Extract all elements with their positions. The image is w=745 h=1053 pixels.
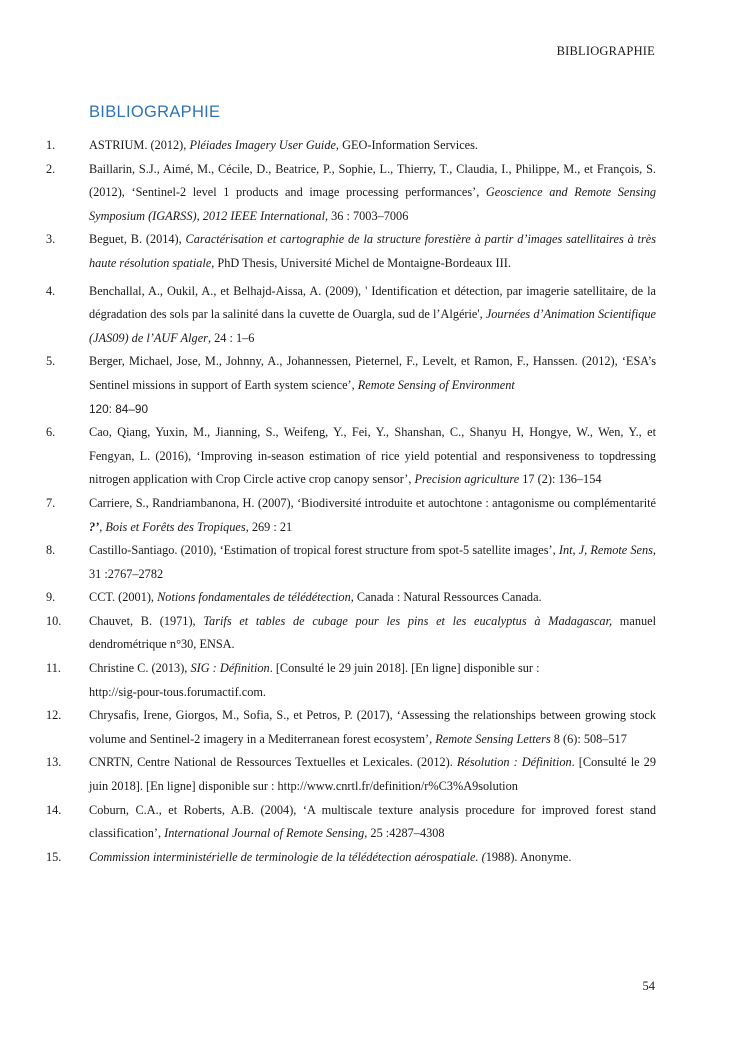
reference-item: 5. Berger, Michael, Jose, M., Johnny, A., Johannessen, Pieternel, F., Levelt, et Ramon, F., Hanssen. (2012), ‘ESA’s Sentinel missions in support of Earth system science’, Remote Sensing of Environment 120: 84–90: [0, 350, 745, 421]
reference-item: 9. CCT. (2001), Notions fondamentales de télédétection, Canada : Natural Ressources Canada.: [0, 586, 745, 610]
reference-number: 3.: [46, 232, 56, 247]
reference-item: 4. Benchallal, A., Oukil, A., et Belhajd-Aissa, A. (2009), ' Identification et détection, par imagerie satellitaire, de la dégradation des sols par la salinité dans la cuvette de Ouargla, sud de l’Algérie', Journées d’Animation Scientifique (JAS09) de l’AUF Alger, 24 : 1–6: [0, 280, 745, 351]
page-number: 54: [642, 979, 655, 993]
reference-item: 11. Christine C. (2013), SIG : Définition. [Consulté le 29 juin 2018]. [En ligne] disponible sur : http://sig-pour-tous.forumactif.com.: [0, 657, 745, 704]
reference-item: 13. CNRTN, Centre National de Ressources Textuelles et Lexicales. (2012). Résolution : Définition. [Consulté le 29 juin 2018]. [En ligne] disponible sur : http://www.cnrtl.fr/definition/r%C3%A9solution: [0, 751, 745, 798]
reference-item: 6. Cao, Qiang, Yuxin, M., Jianning, S., Weifeng, Y., Fei, Y., Shanshan, C., Shanyu H, Hongye, W., Wen, Y., et Fengyan, L. (2016), ‘Improving in-season estimation of rice yield potential and responsiveness to topdressing nitrogen application with Crop Circle active crop canopy sensor’, Precision agriculture 17 (2): 136–154: [0, 421, 745, 492]
reference-item: 10. Chauvet, B. (1971), Tarifs et tables de cubage pour les pins et les eucalyptus à Madagascar, manuel dendrométrique n°30, ENSA.: [0, 610, 745, 657]
reference-number: 15.: [46, 849, 62, 864]
reference-list: [0, 134, 745, 869]
reference-number: 9.: [46, 590, 56, 605]
reference-item: 2. Baillarin, S.J., Aimé, M., Cécile, D., Beatrice, P., Sophie, L., Thierry, T., Claudia, I., Philippe, M., et François, S. (2012), ‘Sentinel-2 level 1 products and image processing performances’, Geoscience and Remote Sensing Symposium (IGARSS), 2012 IEEE International, 36 : 7003–7006: [0, 158, 745, 229]
reference-number: 8.: [46, 543, 56, 558]
reference-number: 13.: [46, 755, 62, 770]
reference-item: 7. Carriere, S., Randriambanona, H. (2007), ‘Biodiversité introduite et autochtone : antagonisme ou complémentarité ?’, Bois et Forêts des Tropiques, 269 : 21: [0, 492, 745, 539]
reference-item: 14. Coburn, C.A., et Roberts, A.B. (2004), ‘A multiscale texture analysis procedure for improved forest stand classification’, International Journal of Remote Sensing, 25 :4287–4308: [0, 799, 745, 846]
reference-number: 10.: [46, 613, 62, 628]
reference-item: 8. Castillo-Santiago. (2010), ‘Estimation of tropical forest structure from spot-5 satellite images’, Int, J, Remote Sens, 31 :2767–2782: [0, 539, 745, 586]
reference-number: 14.: [46, 802, 62, 817]
reference-number: 2.: [46, 161, 56, 176]
reference-item: 1. ASTRIUM. (2012), Pléiades Imagery User Guide, GEO-Information Services.: [0, 134, 745, 158]
reference-number: 12.: [46, 708, 62, 723]
reference-number: 6.: [46, 425, 56, 440]
running-header: BIBLIOGRAPHIE: [556, 44, 655, 58]
reference-link[interactable]: http://sig-pour-tous.forumactif.com.: [89, 684, 267, 699]
reference-number: 1.: [46, 138, 56, 152]
reference-item: 3. Beguet, B. (2014), Caractérisation et cartographie de la structure forestière à partir d’images satellitaires à très haute résolution spatiale, PhD Thesis, Université Michel de Montaigne-Bordeaux III.: [0, 228, 745, 275]
reference-item: 12. Chrysafis, Irene, Giorgos, M., Sofia, S., et Petros, P. (2017), ‘Assessing the relationships between growing stock volume and Sentinel-2 imagery in a Mediterranean forest ecosystem’, Remote Sensing Letters 8 (6): 508–517: [0, 704, 745, 751]
reference-number: 11.: [46, 661, 61, 676]
reference-number: 5.: [46, 354, 56, 369]
reference-item: 15. Commission interministérielle de terminologie de la télédétection aérospatiale. (1988). Anonyme.: [0, 846, 745, 870]
section-title: BIBLIOGRAPHIE: [89, 103, 221, 121]
reference-number: 4.: [46, 283, 56, 298]
reference-number: 7.: [46, 495, 56, 510]
